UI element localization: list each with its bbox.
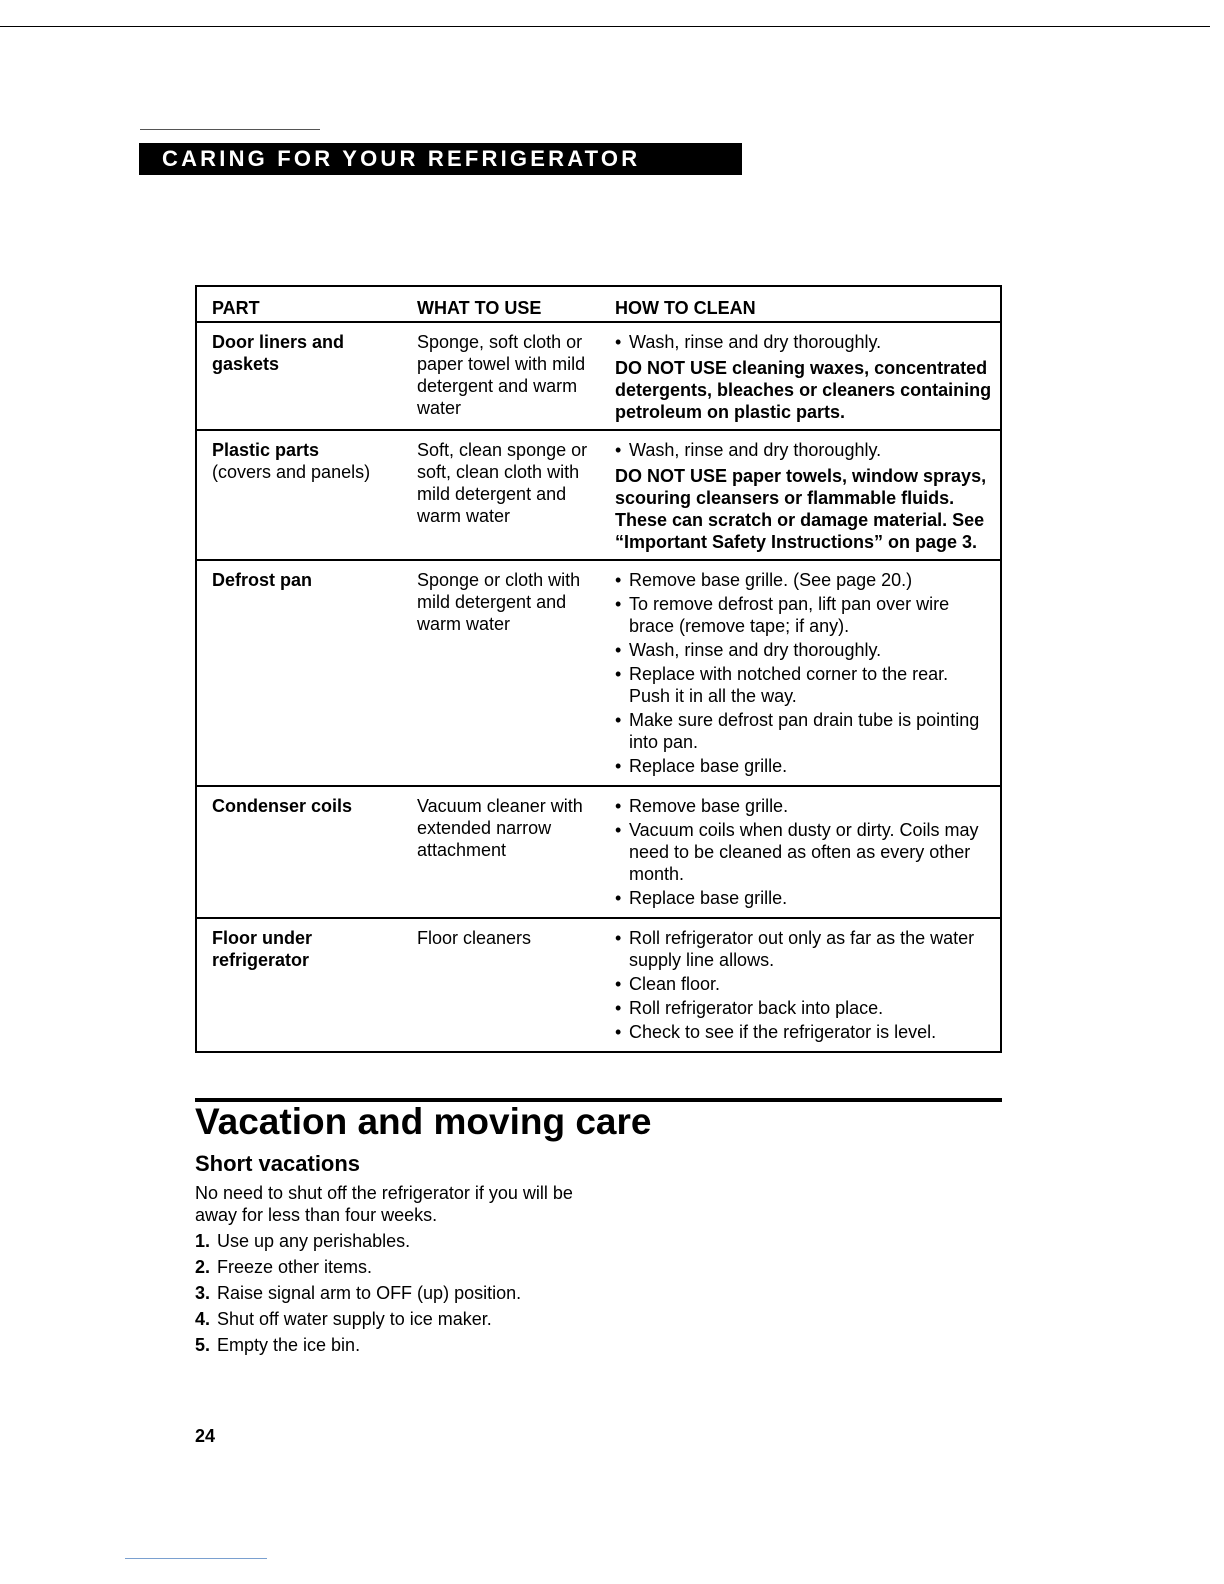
how-to-clean-cell [600, 786, 1001, 918]
cleaning-steps-list [615, 569, 994, 777]
cleaning-table [195, 285, 1002, 1053]
step-number: 5. [195, 1335, 211, 1355]
cleaning-step: • Remove base grille. (See page 20.) [615, 569, 994, 591]
intro-paragraph: No need to shut off the refrigerator if you will be away for less than four weeks. [195, 1183, 573, 1225]
cleaning-step: • Wash, rinse and dry thoroughly. [615, 439, 994, 461]
part-cell [196, 430, 402, 560]
list-item [195, 1254, 521, 1280]
list-item [195, 1306, 521, 1332]
cleaning-step: • To remove defrost pan, lift pan over wire brace (remove tape; if any). [615, 593, 994, 637]
cleaning-step: • Wash, rinse and dry thoroughly. [615, 331, 994, 353]
part-cell [196, 786, 402, 918]
part-name: Condenser coils [212, 796, 353, 816]
what-to-use-cell: Floor cleaners [402, 918, 600, 1052]
part-subtext: (covers and panels) [212, 462, 371, 482]
cleaning-step: • Remove base grille. [615, 795, 994, 817]
bottom-rule [125, 1558, 267, 1559]
table-body [196, 322, 1001, 1052]
column-header-what-to-use: WHAT TO USE [402, 286, 600, 322]
step-text: Use up any perishables. [217, 1231, 411, 1251]
cleaning-step: • Check to see if the refrigerator is level. [615, 1021, 994, 1043]
list-item [195, 1228, 521, 1254]
part-name: Floor under refrigerator [212, 928, 312, 970]
step-number: 2. [195, 1257, 211, 1277]
column-header-how-to-clean: HOW TO CLEAN [600, 286, 1001, 322]
section-title: Vacation and moving care [195, 1101, 652, 1142]
part-cell [196, 918, 402, 1052]
what-to-use-cell: Vacuum cleaner with extended narrow attachment [402, 786, 600, 918]
list-item [195, 1280, 521, 1306]
part-cell [196, 560, 402, 786]
cleaning-step: • Vacuum coils when dusty or dirty. Coils may need to be cleaned as often as every other month. [615, 819, 994, 885]
list-item [195, 1332, 521, 1358]
step-number: 1. [195, 1231, 211, 1251]
part-name: Defrost pan [212, 570, 313, 590]
step-text: Raise signal arm to OFF (up) position. [217, 1283, 522, 1303]
column-header-part: PART [196, 286, 402, 322]
table-row [196, 322, 1001, 430]
how-to-clean-cell [600, 430, 1001, 560]
part-name: Door liners and gaskets [212, 332, 345, 374]
cleaning-step: • Replace base grille. [615, 887, 994, 909]
top-rule [0, 26, 1210, 27]
cleaning-step: • Clean floor. [615, 973, 994, 995]
table-row [196, 560, 1001, 786]
cleaning-steps-list [615, 927, 994, 1043]
cleaning-step: • Make sure defrost pan drain tube is pointing into pan. [615, 709, 994, 753]
cleaning-steps-list [615, 439, 994, 461]
what-to-use-cell: Sponge or cloth with mild detergent and warm water [402, 560, 600, 786]
how-to-clean-cell [600, 322, 1001, 430]
warning-text: DO NOT USE cleaning waxes, concentrated detergents, bleaches or cleaners containing petroleum on plastic parts. [615, 358, 992, 422]
step-number: 4. [195, 1309, 211, 1329]
cleaning-step: • Wash, rinse and dry thoroughly. [615, 639, 994, 661]
vacation-steps-list [195, 1228, 521, 1358]
header-small-rule [140, 129, 320, 130]
cleaning-steps-list [615, 331, 994, 353]
table-row [196, 918, 1001, 1052]
part-cell [196, 322, 402, 430]
table-header-row [196, 286, 1001, 322]
what-to-use-cell: Soft, clean sponge or soft, clean cloth with mild detergent and warm water [402, 430, 600, 560]
subsection-title: Short vacations [195, 1151, 361, 1176]
how-to-clean-cell [600, 918, 1001, 1052]
what-to-use-cell: Sponge, soft cloth or paper towel with mild detergent and warm water [402, 322, 600, 430]
part-name: Plastic parts [212, 440, 320, 460]
cleaning-step: • Replace with notched corner to the rear. Push it in all the way. [615, 663, 994, 707]
how-to-clean-cell [600, 560, 1001, 786]
step-text: Shut off water supply to ice maker. [217, 1309, 492, 1329]
section-banner: CARING FOR YOUR REFRIGERATOR [139, 143, 742, 175]
cleaning-step: • Replace base grille. [615, 755, 994, 777]
table-row [196, 786, 1001, 918]
cleaning-step: • Roll refrigerator back into place. [615, 997, 994, 1019]
step-number: 3. [195, 1283, 211, 1303]
page-number: 24 [195, 1426, 216, 1446]
warning-text: DO NOT USE paper towels, window sprays, scouring cleansers or flammable fluids. These can scratch or damage material. See “Important Safety Instructions” on page 3. [615, 466, 987, 552]
cleaning-step: • Roll refrigerator out only as far as the water supply line allows. [615, 927, 994, 971]
table-row [196, 430, 1001, 560]
cleaning-steps-list [615, 795, 994, 909]
step-text: Empty the ice bin. [217, 1335, 361, 1355]
step-text: Freeze other items. [217, 1257, 373, 1277]
